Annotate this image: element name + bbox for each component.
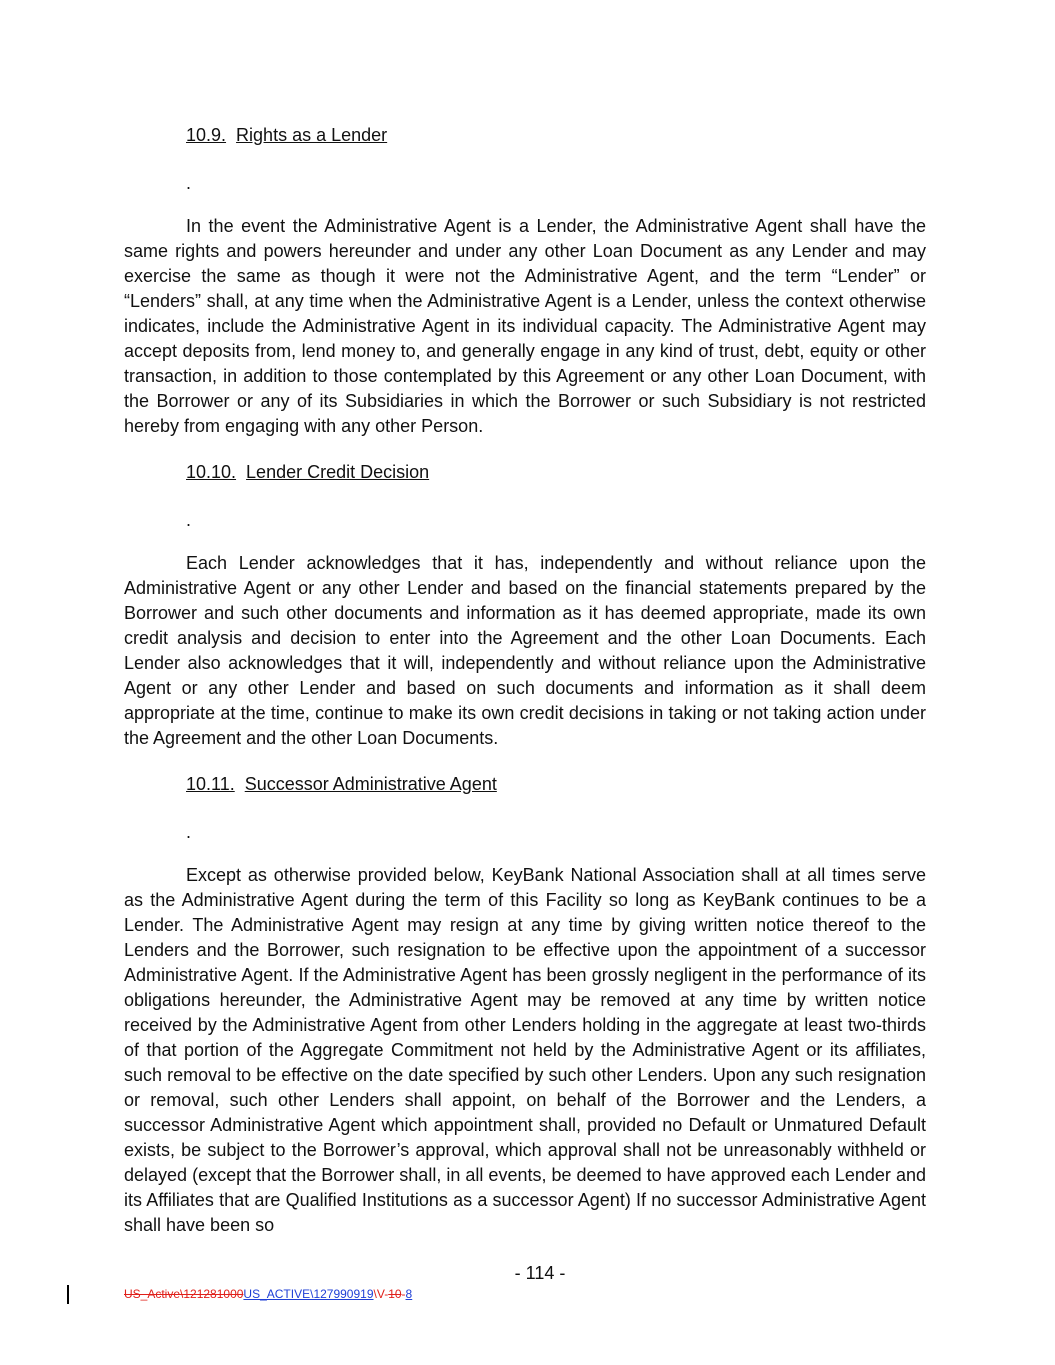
section-number: 10.10. [186,462,237,482]
document-id-inserted: US_ACTIVE\127990919 [243,1287,374,1301]
section-dot: . [186,822,192,842]
version-inserted: 8 [405,1287,413,1301]
document-id-deleted: US_Active\121281000 [124,1287,244,1301]
section-title: Rights as a Lender [236,125,388,145]
document-id-separator: \V- [373,1287,389,1301]
section-number: 10.11. [186,774,235,794]
version-deleted: 10 [388,1287,402,1301]
section-heading-10-11 [186,772,497,797]
section-heading-10-10 [186,460,429,485]
section-title: Lender Credit Decision [246,462,430,482]
version-separator: - [401,1287,406,1301]
section-dot: . [186,173,192,193]
section-dot: . [186,510,192,530]
change-bar [67,1285,69,1304]
section-paragraph-10-10: Each Lender acknowledges that it has, independently and without reliance upon the Administrative Agent or any other Lender and based on the financial statements prepared by the Borrower and such other documents and information as it has deemed appropriate, made its own credit analysis and decision to enter into the Agreement and the other Loan Documents. Each Lender also acknowledges that it will, independently and without reliance upon the Administrative Agent or any other Lender and based on such documents and information as it shall deem appropriate at the time, continue to make its own credit decisions in taking or not taking action under the Agreement and the other Loan Documents. [124,553,926,748]
section-number: 10.9. [186,125,227,145]
section-paragraph-10-9: In the event the Administrative Agent is a Lender, the Administrative Agent shall have the same rights and powers hereunder and under any other Loan Document as any Lender and may exercise the same as though it were not the Administrative Agent, and the term “Lender” or “Lenders” shall, at any time when the Administrative Agent is a Lender, unless the context otherwise indicates, include the Administrative Agent in its individual capacity. The Administrative Agent may accept deposits from, lend money to, and generally engage in any kind of trust, debt, equity or other transaction, in addition to those contemplated by this Agreement or any other Loan Document, with the Borrower or any of its Subsidiaries in which the Borrower or such Subsidiary is not restricted hereby from engaging with any other Person. [124,216,926,436]
section-title: Successor Administrative Agent [244,774,497,794]
section-heading-10-9 [186,123,387,148]
section-paragraph-10-11: Except as otherwise provided below, KeyBank National Association shall at all times serve as the Administrative Agent during the term of this Facility so long as KeyBank continues to be a Lender. The Administrative Agent may resign at any time by giving written notice thereof to the Lenders and the Borrower, such resignation to be effective upon the appointment of a successor Administrative Agent. If the Administrative Agent has been grossly negligent in the performance of its obligations hereunder, the Administrative Agent may be removed at any time by written notice received by the Administrative Agent from other Lenders holding in the aggregate at least two-thirds of that portion of the Aggregate Commitment not held by the Administrative Agent or its affiliates, such removal to be effective on the date specified by such other Lenders. Upon any such resignation or removal, such other Lenders shall appoint, on behalf of the Borrower and the Lenders, a successor Administrative Agent which appointment shall, provided no Default or Unmatured Default exists, be subject to the Borrower’s approval, which approval shall not be unreasonably withheld or delayed (except that the Borrower shall, in all events, be deemed to have approved each Lender and its Affiliates that are Qualified Institutions as a successor Agent) If no successor Administrative Agent shall have been so [124,865,926,1235]
document-id [124,1286,412,1302]
page-number: - 114 - [514,1263,566,1283]
